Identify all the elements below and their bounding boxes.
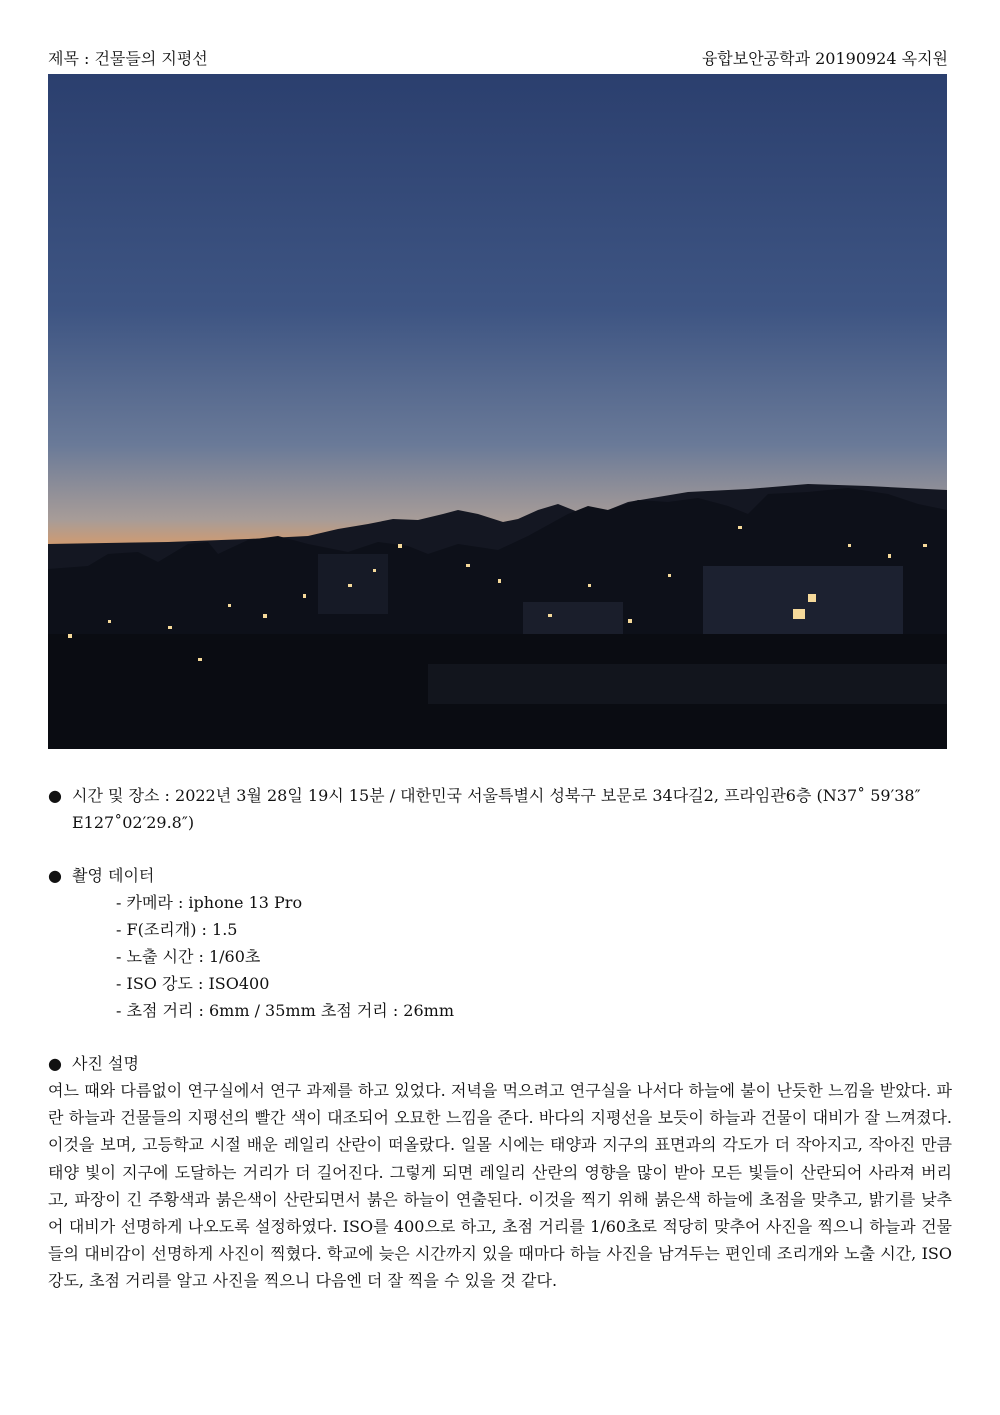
page-header <box>48 46 948 70</box>
bullet: ● <box>48 786 62 805</box>
sunset-photo <box>48 74 947 749</box>
shooting-data-item: - F(조리개) : 1.5 <box>116 920 238 939</box>
time-place-text: 시간 및 장소 : 2022년 3월 28일 19시 15분 / 대한민국 서울특별시 성북구 보문로 34다길2, 프라임관6층 (N37˚ 59′38″ E127˚02′29.8″) <box>72 786 921 832</box>
document-title: 제목 : 건물들의 지평선 <box>48 49 208 68</box>
shooting-data-item: - ISO 강도 : ISO400 <box>116 974 270 993</box>
foreground-rail <box>428 664 947 704</box>
description-section <box>48 1050 952 1295</box>
shooting-data-item: - 초점 거리 : 6mm / 35mm 초점 거리 : 26mm <box>116 1001 455 1020</box>
author-info: 융합보안공학과 20190924 옥지원 <box>701 49 948 68</box>
bullet: ● <box>48 866 62 885</box>
description-body: 여느 때와 다름없이 연구실에서 연구 과제를 하고 있었다. 저녁을 먹으려고 연구실을 나서다 하늘에 불이 난듯한 느낌을 받았다. 파란 하늘과 건물들의 지평선의 빨간 색이 대조되어 오묘한 느낌을 준다. 바다의 지평선을 보듯이 하늘과 건물이 대비가 잘 느껴졌다. 이것을 보며, 고등학교 시절 배운 레일리 산란이 떠올랐다. 일몰 시에는 태양과 지구의 표면과의 각도가 더 작아지고, 작아진 만큼 태양 빛이 지구에 도달하는 거리가 더 길어진다. 그렇게 되면 레일리 산란의 영향을 많이 받아 모든 빛들이 산란되어 사라져 버리고, 파장이 긴 주황색과 붉은색이 산란되면서 붉은 하늘이 연출된다. 이것을 찍기 위해 붉은색 하늘에 초점을 맞추고, 밝기를 낮추어 대비가 선명하게 나오도록 설정하였다. ISO를 400으로 하고, 초점 거리를 1/60초로 적당히 맞추어 사진을 찍으니 하늘과 건물들의 대비감이 선명하게 사진이 찍혔다. 학교에 늦은 시간까지 있을 때마다 하늘 사진을 남겨두는 편인데 조리개와 노출 시간, ISO강도, 초점 거리를 알고 사진을 찍으니 다음엔 더 잘 찍을 수 있을 것 같다. <box>48 1081 952 1291</box>
building-left <box>318 554 388 614</box>
shooting-data-item: - 노출 시간 : 1/60초 <box>116 947 261 966</box>
shooting-data-item: - 카메라 : iphone 13 Pro <box>116 893 303 912</box>
bullet: ● <box>48 1054 62 1073</box>
time-place-section <box>48 782 952 836</box>
description-heading: 사진 설명 <box>72 1054 139 1073</box>
shooting-data-heading: 촬영 데이터 <box>72 866 155 885</box>
shooting-data-section <box>48 862 952 1024</box>
